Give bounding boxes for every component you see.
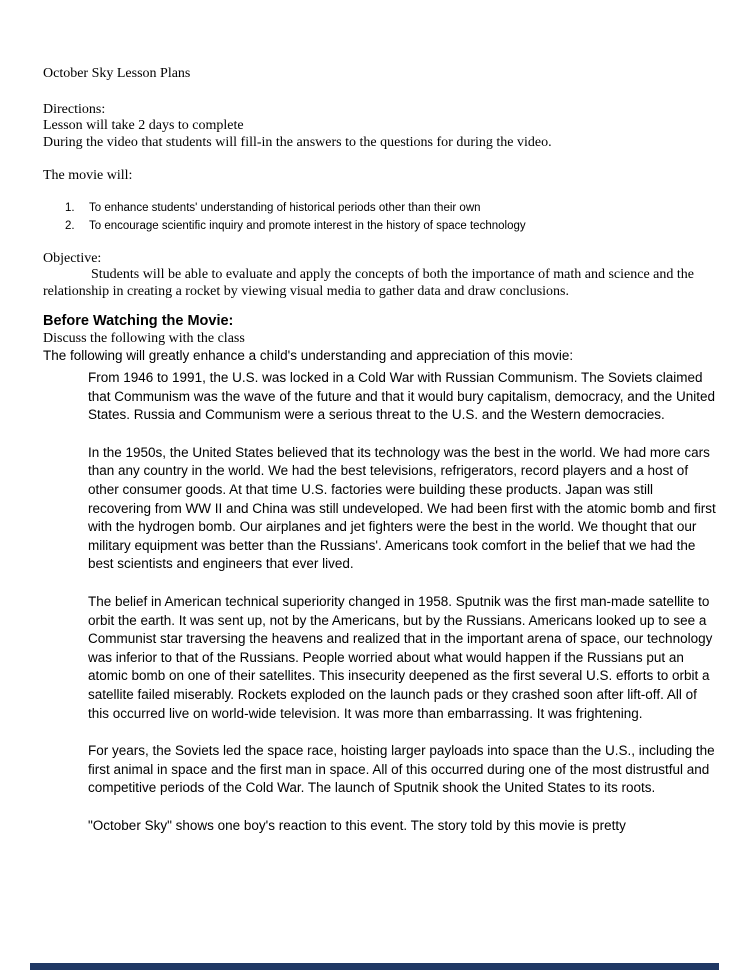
list-item-text: To encourage scientific inquiry and promote interest in the history of space technology — [89, 219, 526, 232]
before-watching-heading: Before Watching the Movie: — [43, 313, 234, 329]
before-watching-intro: The following will greatly enhance a child's understanding and appreciation of this movie: — [43, 348, 574, 363]
page-title: October Sky Lesson Plans — [43, 66, 191, 81]
before-watching-subheading: Discuss the following with the class — [43, 331, 245, 346]
body-paragraph: "October Sky" shows one boy's reaction to this event. The story told by this movie is pretty — [88, 817, 626, 833]
directions-line-1: Lesson will take 2 days to complete — [43, 118, 244, 133]
directions-line-2: During the video that students will fill-in the answers to the questions for during the video. — [43, 134, 552, 150]
objective-section — [43, 251, 717, 301]
objective-label: Objective: — [43, 250, 102, 266]
list-item — [65, 217, 717, 235]
body-paragraph: The belief in American technical superiority changed in 1958. Sputnik was the first man-made satellite to orbit the earth. It was sent up, not by the Americans, but by the Russians. Americans looked up to see a Communist star traversing the heavens and realized that in the important arena of space, our technology was inferior to that of the Russians. People worried about what would happen if the Russians put an atomic bomb on one of their satellites. This insecurity deepened as the first several U.S. efforts to orbit a satellite failed miserably. Rockets exploded on the launch pads or they crashed soon after lift-off. All of this occurred live on world-wide television. It was more than embarrassing. It was frightening. — [88, 593, 713, 721]
body-paragraph: In the 1950s, the United States believed that its technology was the best in the world. We had more cars than any country in the world. We had the best televisions, refrigerators, record players and a host of other consumer goods. At that time U.S. factories were building these products. Japan was still recovering from WW II and China was still undeveloped. We had been first with the atomic bomb and first with the hydrogen bomb. Our airplanes and jet fighters were the best in the world. We thought that our military equipment was better than the Russians'. Americans took comfort in the belief that we had the best scientists and engineers that ever lived. — [88, 444, 716, 572]
list-item-number: 1. — [65, 201, 75, 214]
list-item — [65, 199, 717, 217]
directions-label: Directions: — [43, 101, 106, 117]
movie-will-intro: The movie will: — [43, 168, 133, 183]
list-item-number: 2. — [65, 219, 75, 232]
body-paragraph: For years, the Soviets led the space race, hoisting larger payloads into space than the U.S., including the first animal in space and the first man in space. All of this occurred during one of the most distrustful and competitive periods of the Cold War. The launch of Sputnik shook the United States to its roots. — [88, 743, 715, 796]
objective-text: Students will be able to evaluate and apply the concepts of both the importance of math and science and the relationship in creating a rocket by viewing visual media to gather data and draw conclusions. — [43, 267, 694, 299]
movie-will-list — [43, 199, 717, 235]
list-item-text: To enhance students' understanding of historical periods other than their own — [89, 201, 481, 214]
directions-section — [43, 102, 717, 152]
page-bottom-bar — [30, 963, 719, 970]
body-paragraph: From 1946 to 1991, the U.S. was locked in a Cold War with Russian Communism. The Soviets claimed that Communism was the wave of the future and that it would bury capitalism, democracy, and the United States. Russia and Communism were a serious threat to the U.S. and the Western democracies. — [88, 370, 716, 423]
